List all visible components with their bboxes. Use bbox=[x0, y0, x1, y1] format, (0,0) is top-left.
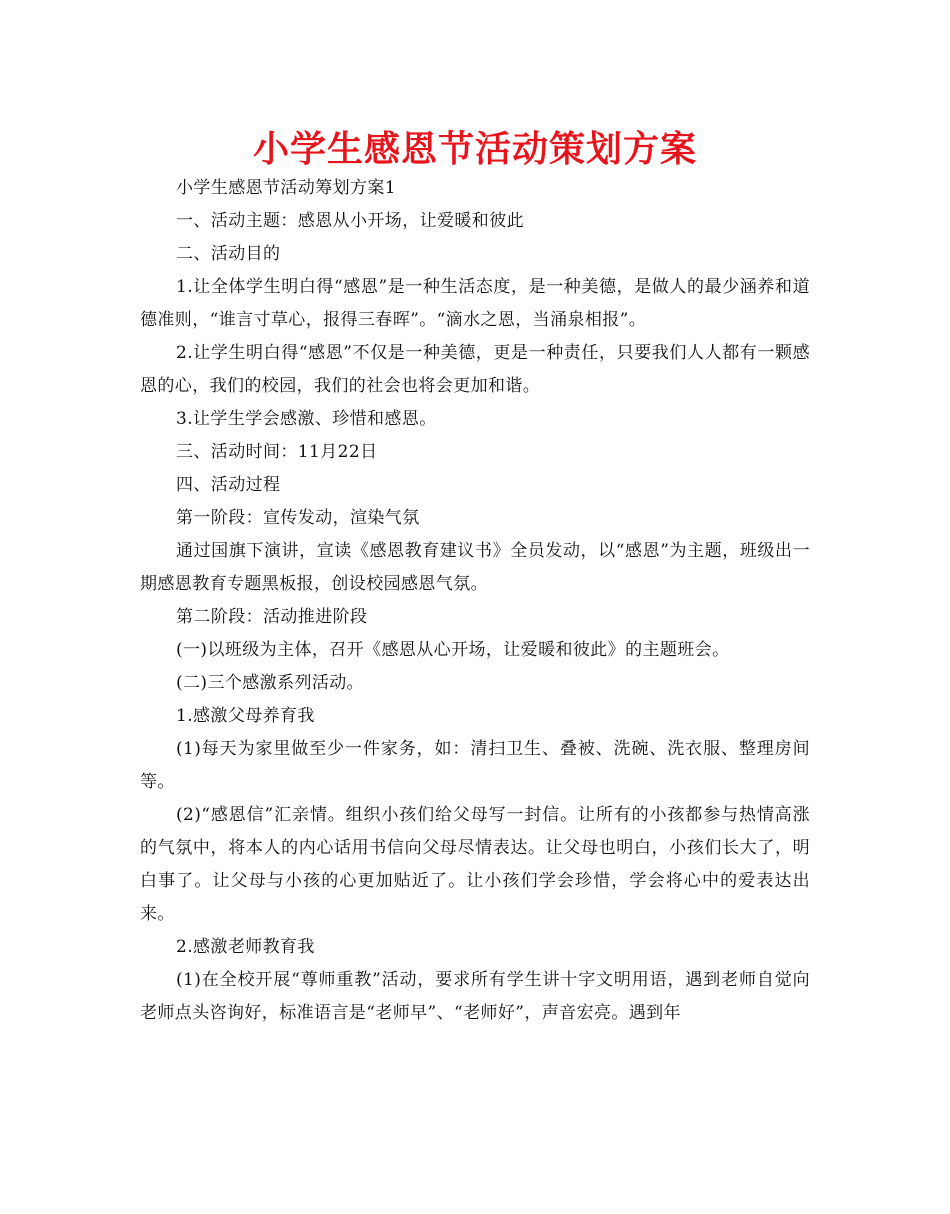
section-process-heading: 四、活动过程 bbox=[176, 475, 281, 495]
purpose-item-3: 3.让学生学会感激、珍惜和感恩。 bbox=[176, 409, 437, 429]
gratitude-parents-item-2: (2)“感恩信”汇亲情。组织小孩们给父母写一封信。让所有的小孩都参与热情高涨的气氛中，将本人的内心话用书信向父母尽情表达。让父母也明白，小孩们长大了，明白事了。让父母与小孩的心更加贴近了。让小孩们学会珍惜，学会将心中的爱表达出来。 bbox=[140, 805, 810, 924]
section-purpose-heading: 二、活动目的 bbox=[176, 244, 281, 264]
document-body bbox=[140, 172, 810, 1030]
stage-1-heading: 第一阶段：宣传发动，渲染气氛 bbox=[176, 508, 420, 528]
stage-2-heading: 第二阶段：活动推进阶段 bbox=[176, 607, 368, 627]
section-theme: 一、活动主题：感恩从小开场，让爱暖和彼此 bbox=[176, 211, 524, 231]
stage-2-item-1: (一)以班级为主体，召开《感恩从心开场，让爱暖和彼此》的主题班会。 bbox=[176, 640, 730, 660]
stage-2-item-2: (二)三个感激系列活动。 bbox=[176, 673, 365, 693]
section-time: 三、活动时间：11月22日 bbox=[176, 442, 378, 462]
gratitude-parents-heading: 1.感激父母养育我 bbox=[176, 706, 315, 726]
gratitude-parents-item-1: (1)每天为家里做至少一件家务，如：清扫卫生、叠被、洗碗、洗衣服、整理房间等。 bbox=[140, 739, 810, 792]
purpose-item-1: 1.让全体学生明白得“感恩”是一种生活态度，是一种美德，是做人的最少涵养和道德准则，“谁言寸草心，报得三春晖”。“滴水之恩，当涌泉相报”。 bbox=[140, 277, 810, 330]
stage-1-text: 通过国旗下演讲，宣读《感恩教育建议书》全员发动，以“感恩”为主题，班级出一期感恩教育专题黑板报，创设校园感恩气氛。 bbox=[140, 541, 810, 594]
purpose-item-2: 2.让学生明白得“感恩”不仅是一种美德，更是一种责任，只要我们人人都有一颗感恩的心，我们的校园，我们的社会也将会更加和谐。 bbox=[140, 343, 810, 396]
gratitude-teachers-heading: 2.感激老师教育我 bbox=[176, 937, 315, 957]
gratitude-teachers-item-1: (1)在全校开展“尊师重教”活动，要求所有学生讲十字文明用语，遇到老师自觉向老师点头咨询好，标准语言是“老师早”、“老师好”，声音宏亮。遇到年 bbox=[140, 970, 810, 1023]
document-title: 小学生感恩节活动策划方案 bbox=[252, 129, 697, 170]
doc-subtitle: 小学生感恩节活动筹划方案1 bbox=[176, 178, 397, 198]
